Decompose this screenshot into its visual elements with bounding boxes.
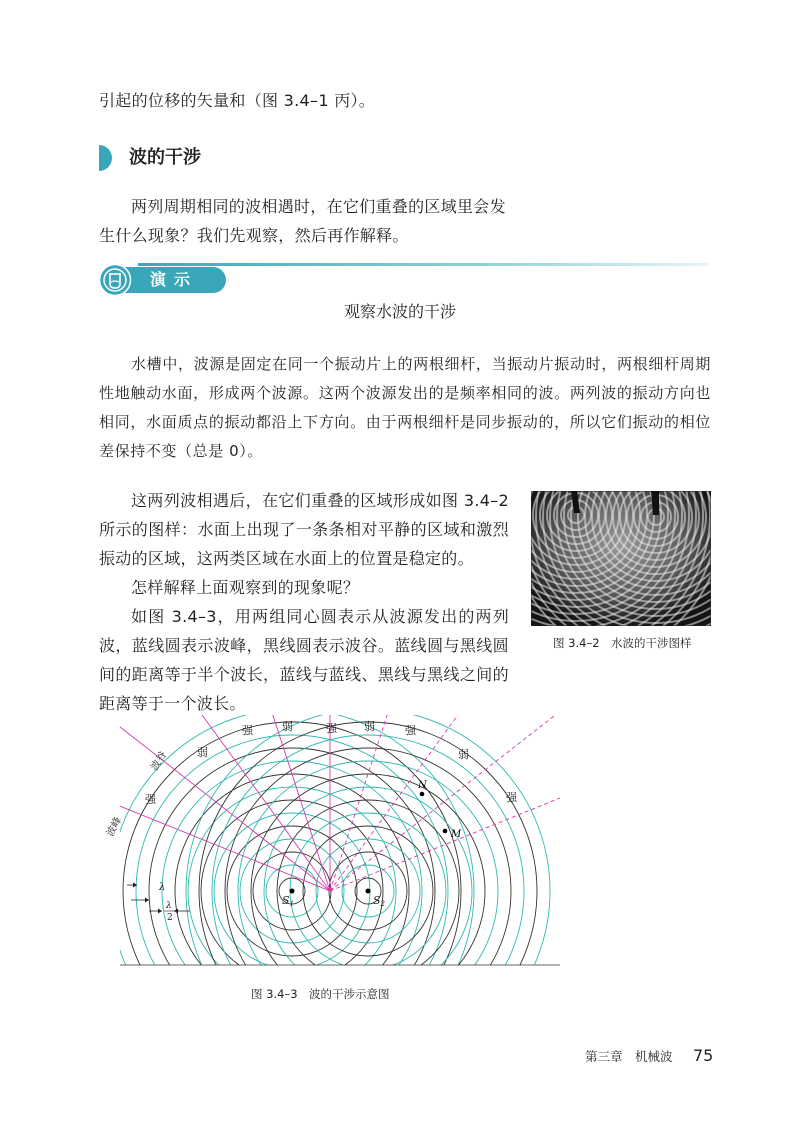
demo-banner [98, 263, 708, 297]
demo-pill [116, 267, 226, 293]
intro-paragraph: 两列周期相同的波相遇时，在它们重叠的区域里会发生什么现象？我们先观察，然后再作解释。 [99, 197, 506, 245]
continued-text: 引起的位移的矢量和（图 3.4–1 丙）。 [99, 91, 376, 110]
s1-label: S [282, 894, 290, 907]
demo-rule [138, 263, 708, 266]
weak-label: 弱 [364, 720, 375, 733]
weak-label: 弱 [458, 748, 469, 761]
s1-subscript: 1 [289, 900, 295, 908]
strong-label: 强 [145, 793, 156, 806]
water-interference-photo [531, 491, 711, 626]
strong-label: 强 [326, 722, 337, 735]
paragraph: 这两列波相遇后，在它们重叠的区域形成如图 3.4–2 所示的图样：水面上出现了一条条相对平静的区域和激烈振动的区域，这两类区域在水面上的位置是稳定的。 [99, 491, 509, 568]
point-n-label: N [418, 780, 427, 791]
weak-label: 弱 [197, 746, 208, 759]
figure-caption: 图 3.4–3 波的干涉示意图 [251, 987, 390, 1001]
interference-diagram [90, 715, 560, 975]
s2-subscript: 2 [380, 900, 386, 908]
demo-label: 演示 [150, 270, 199, 289]
trough-label: 波谷 [149, 749, 170, 773]
strong-label: 强 [242, 724, 253, 737]
chapter-title: 第三章 机械波 [585, 1049, 673, 1064]
half-lambda-denominator: 2 [167, 913, 173, 923]
lambda-label: λ [159, 882, 166, 893]
s2-label: S [373, 894, 381, 907]
point-m-label: M [451, 829, 462, 840]
explanation-text [99, 486, 509, 718]
paragraph: 如图 3.4–3，用两组同心圆表示从波源发出的两列波，蓝线圆表示波峰，黑线圆表示波谷。蓝线圆与黑线圆间的距离等于半个波长，蓝线与蓝线、黑线与黑线之间的距离等于一个波长。 [99, 607, 509, 713]
section-heading [99, 143, 399, 173]
section-marker [99, 145, 112, 171]
half-lambda-numerator: λ [166, 901, 172, 911]
strong-label: 强 [405, 724, 416, 737]
page-number: 75 [693, 1046, 714, 1065]
weak-label: 弱 [282, 720, 293, 733]
paragraph: 怎样解释上面观察到的现象呢？ [131, 578, 360, 597]
demo-title: 观察水波的干涉 [343, 302, 456, 321]
svg-text:S1 [282, 894, 294, 908]
demo-beaker-icon [98, 263, 132, 297]
strong-label: 强 [506, 791, 517, 804]
svg-text:S2 [373, 894, 386, 908]
crest-label: 波峰 [104, 815, 125, 839]
demo-description: 水槽中，波源是固定在同一个振动片上的两根细杆，当振动片振动时，两根细杆周期性地触动水面，形成两个波源。这两个波源发出的是频率相同的波。两列波的振动方向也相同，水面质点的振动都沿上下方向。由于两根细杆是同步振动的，所以它们振动的相位差保持不变（总是 0）。 [99, 355, 711, 460]
section-title: 波的干涉 [129, 147, 201, 168]
photo-caption: 图 3.4–2 水波的干涉图样 [553, 636, 692, 650]
